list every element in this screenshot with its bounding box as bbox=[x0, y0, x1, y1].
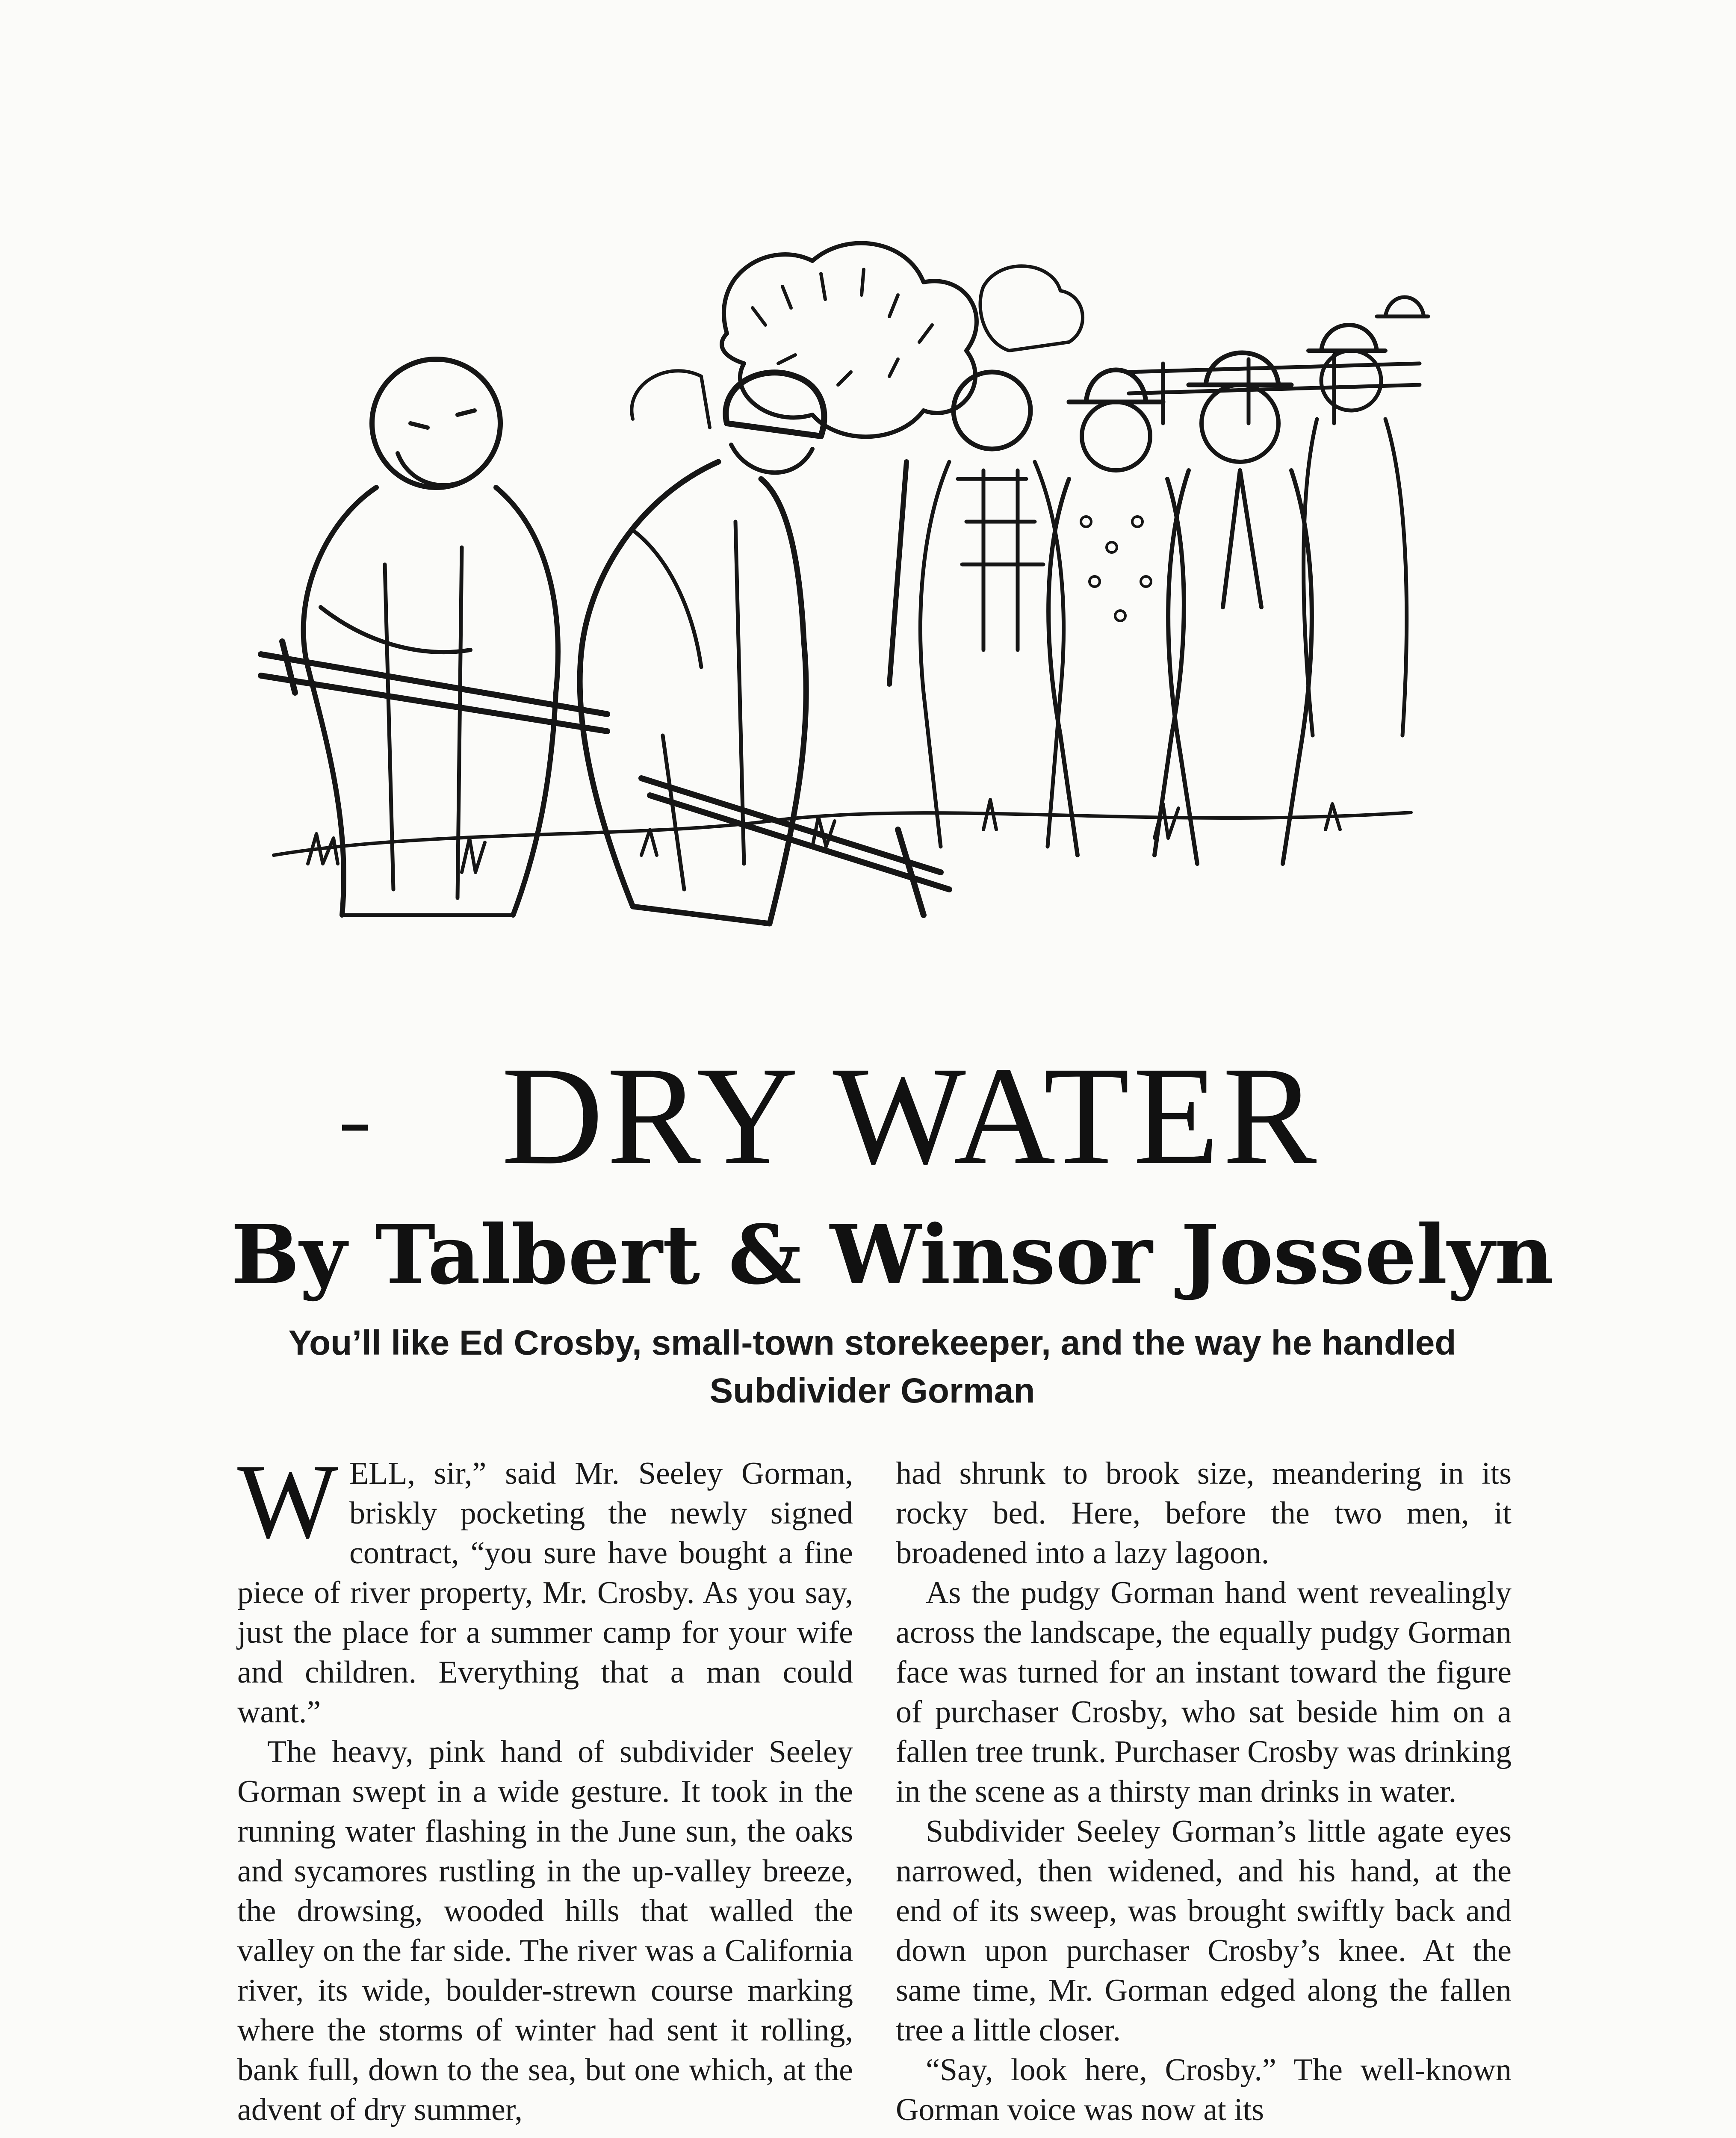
article-column-left bbox=[237, 1442, 853, 2130]
article-paragraph bbox=[237, 1442, 853, 1732]
byline: By Talbert & Winsor Josselyn bbox=[231, 1207, 1554, 1302]
illustration-drawing bbox=[257, 222, 1437, 1026]
article-column-right bbox=[896, 1454, 1512, 2130]
article-paragraph: As the pudgy Gorman hand went revealingly across the landscape, the equally pudgy Gorman face was turned for an instant toward the figure of purchaser Crosby, who sat beside him on a fallen tree trunk. Purchaser Crosby was drinking in the scene as a thirsty man drinks in water. bbox=[896, 1575, 1512, 1809]
article-paragraph: had shrunk to brook size, meandering in its rocky bed. Here, before the two men, it broadened into a lazy lagoon. bbox=[896, 1456, 1512, 1571]
drop-cap: W bbox=[237, 1442, 338, 1561]
story-title: DRY WATER bbox=[501, 1038, 1320, 1194]
article-paragraph: Subdivider Seeley Gorman’s little agate eyes narrowed, then widened, and his hand, at the end of its sweep, was brought swiftly back and down upon purchaser Crosby’s knee. At the same time, Mr. Gorman edged along the fallen tree a little closer. bbox=[896, 1814, 1512, 2048]
article-paragraph: “Say, look here, Crosby.” The well-known Gorman voice was now at its bbox=[896, 2052, 1512, 2127]
subheading-dek: You’ll like Ed Crosby, small-town storekeeper, and the way he handled Subdivider Gorman bbox=[288, 1323, 1456, 1410]
story-illustration bbox=[257, 222, 1437, 1026]
paragraph-text: ELL, sir,” said Mr. Seeley Gorman, briskly pocketing the newly signed contract, “you sure have bought a fine piece of river property, Mr. Crosby. As you say, just the place for a summer camp for your wife and children. Everything that a man could want.” bbox=[237, 1456, 853, 1730]
article-paragraph: The heavy, pink hand of subdivider Seeley Gorman swept in a wide gesture. It took in the running water flashing in the June sun, the oaks and sycamores rustling in the up-valley breeze, the drowsing, wooded hills that walled the valley on the far side. The river was a California river, its wide, boulder-strewn course marking where the storms of winter had sent it rolling, bank full, down to the sea, but one which, at the advent of dry summer, bbox=[237, 1734, 853, 2127]
